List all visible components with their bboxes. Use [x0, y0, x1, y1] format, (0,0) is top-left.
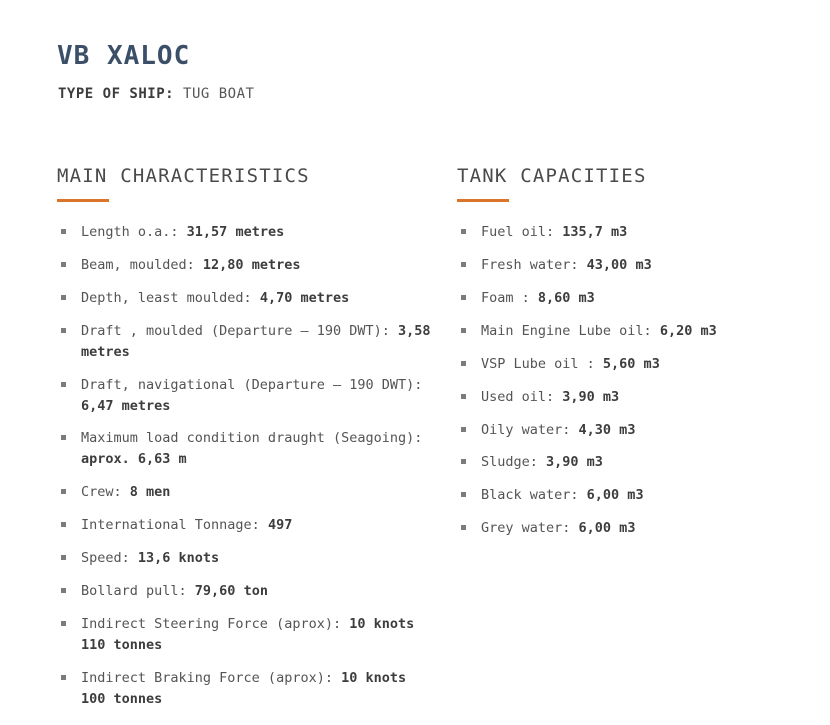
list-item — [57, 428, 437, 470]
item-label: Crew: — [81, 484, 130, 501]
list-item — [57, 668, 437, 710]
item-value: 3,58 metres — [81, 322, 431, 360]
item-value: 6,00 m3 — [586, 487, 644, 504]
item-value: aprox. 6,63 m — [81, 451, 187, 468]
section-heading-tank-capacities: TANK CAPACITIES — [457, 165, 647, 187]
heading-rule — [457, 199, 509, 202]
item-value: 497 — [267, 517, 293, 534]
item-value: 43,00 m3 — [586, 256, 652, 273]
item-value: 6,00 m3 — [578, 520, 636, 537]
section-tank-capacities — [457, 165, 817, 551]
item-value: 8,60 m3 — [537, 289, 595, 306]
item-label: Indirect Steering Force (aprox): — [81, 615, 350, 632]
item-label: Foam : — [481, 289, 538, 306]
section-heading-main-characteristics: MAIN CHARACTERISTICS — [57, 165, 310, 187]
list-item — [57, 614, 437, 656]
list-item — [57, 548, 437, 569]
item-value: 135,7 m3 — [562, 224, 628, 240]
list-item — [57, 375, 437, 417]
item-value: 6,20 m3 — [659, 322, 717, 339]
item-value: 8 men — [129, 484, 171, 501]
list-item — [57, 515, 437, 536]
list-item — [57, 581, 437, 602]
item-label: Black water: — [481, 487, 587, 504]
item-value: 4,30 m3 — [578, 421, 636, 438]
list-item — [57, 321, 437, 363]
main-characteristics-list — [57, 222, 437, 710]
item-label: Indirect Braking Force (aprox): — [81, 669, 342, 686]
item-label: Oily water: — [481, 421, 579, 438]
item-value: 10 knots 110 tonnes — [81, 615, 415, 653]
item-label: Bollard pull: — [81, 583, 195, 600]
tank-capacities-list — [457, 222, 817, 539]
item-label: Main Engine Lube oil: — [481, 322, 660, 339]
list-item — [57, 482, 437, 503]
item-value: 3,90 m3 — [546, 454, 603, 471]
item-label: Beam, moulded: — [81, 256, 203, 273]
item-label: Sludge: — [481, 454, 547, 471]
ship-type-row — [58, 86, 254, 102]
item-label: Length o.a.: — [81, 224, 187, 240]
item-value: 79,60 ton — [194, 583, 268, 600]
list-item — [457, 222, 817, 243]
item-label: VSP Lube oil : — [481, 355, 603, 372]
list-item — [457, 354, 817, 375]
item-label: Draft, navigational (Departure – 190 DWT): — [81, 376, 423, 393]
item-value: 31,57 metres — [186, 224, 285, 240]
list-item — [57, 288, 437, 309]
item-label: Fuel oil: — [481, 224, 563, 240]
item-value: 10 knots 100 tonnes — [81, 669, 407, 707]
item-label: Speed: — [81, 550, 138, 567]
item-label: Draft , moulded (Departure – 190 DWT): — [81, 322, 398, 339]
list-item — [57, 255, 437, 276]
list-item — [457, 420, 817, 441]
item-label: Maximum load condition draught (Seagoing): — [81, 430, 423, 447]
list-item — [457, 452, 817, 473]
list-item — [457, 518, 817, 539]
item-value: 13,6 knots — [137, 550, 220, 567]
list-item — [457, 288, 817, 309]
item-label: Used oil: — [481, 388, 563, 405]
list-item — [57, 222, 437, 243]
item-value: 3,90 m3 — [562, 388, 620, 405]
heading-rule — [57, 199, 109, 202]
ship-type-value: TUG BOAT — [183, 86, 255, 102]
list-item — [457, 321, 817, 342]
item-label: Depth, least moulded: — [81, 289, 260, 306]
item-value: 5,60 m3 — [602, 355, 660, 372]
item-label: Fresh water: — [481, 256, 587, 273]
list-item — [457, 485, 817, 506]
list-item — [457, 255, 817, 276]
item-label: Grey water: — [481, 520, 579, 537]
list-item — [457, 387, 817, 408]
section-main-characteristics — [57, 165, 437, 722]
item-label: International Tonnage: — [81, 517, 268, 534]
page-title: VB XALOC — [57, 41, 191, 72]
ship-type-label: TYPE OF SHIP: — [58, 86, 175, 102]
item-value: 6,47 metres — [81, 397, 171, 414]
item-value: 12,80 metres — [202, 256, 301, 273]
item-value: 4,70 metres — [259, 289, 350, 306]
